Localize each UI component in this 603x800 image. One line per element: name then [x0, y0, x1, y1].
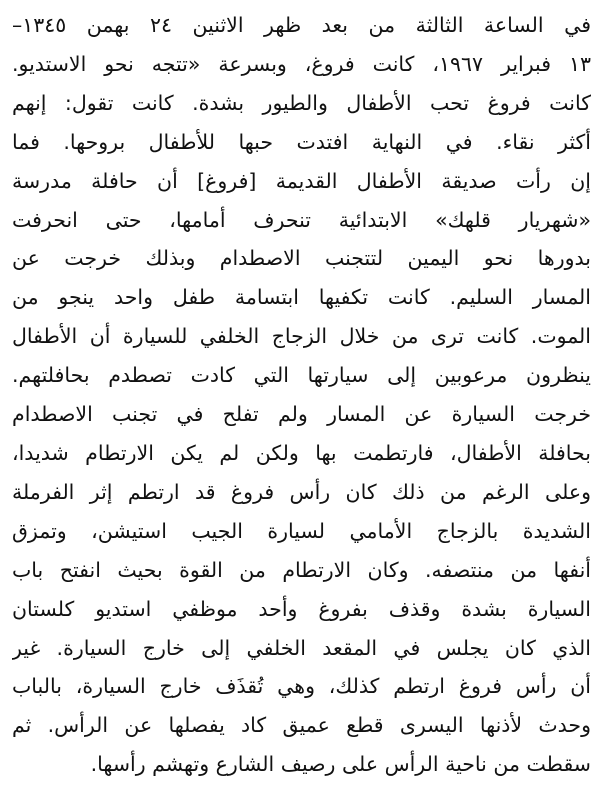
- text-line: في الساعة الثالثة من بعد ظهر الاثنين ٢٤ بهمن ١٣٤٥–: [12, 13, 591, 37]
- text-line: وحدث لأذنها اليسرى قطع عميق كاد يفصلها عن الرأس. ثم: [12, 713, 591, 738]
- text-line: بحافلة الأطفال، فارتطمت بها ولكن لم يكن الارتطام شديدا،: [12, 440, 591, 465]
- text-line: ينظرون مرعوبين إلى سيارتها التي كادت تصطدم بحافلتهم.: [12, 363, 591, 388]
- text-line: كانت فروغ تحب الأطفال والطيور بشدة. كانت تقول: إنهم: [12, 90, 591, 115]
- text-line: ١٣ فبراير ١٩٦٧، كانت فروغ، وبسرعة «تتجه نحو الاستديو.: [12, 51, 591, 76]
- text-line: بدورها نحو اليمين لتتجنب الاصطدام وبذلك خرجت عن: [12, 246, 591, 271]
- text-line: سقطت من ناحية الرأس على رصيف الشارع وتهشم رأسها.: [90, 752, 591, 777]
- text-line: السيارة بشدة وقذف بفروغ وأحد موظفي استديو كلستان: [12, 596, 591, 621]
- text-line: المسار السليم. كانت تكفيها ابتسامة طفل واحد ينجو من: [12, 285, 591, 310]
- text-line: الشديدة بالزجاج الأمامي لسيارة الجيب استيشن، وتمزق: [12, 518, 591, 543]
- text-line: «شهريار قلهك» الابتدائية تنحرف أمامها، حتى انحرفت: [12, 207, 591, 232]
- text-line: الموت. كانت ترى من خلال الزجاج الخلفي للسيارة أن الأطفال: [12, 324, 591, 349]
- text-line: أكثر نقاء. في النهاية افتدت حبها للأطفال بروحها. فما: [12, 129, 591, 154]
- text-line: وعلى الرغم من ذلك كان رأس فروغ قد ارتطم إثر الفرملة: [12, 479, 591, 504]
- text-line: الذي كان يجلس في المقعد الخلفي إلى خارج السيارة. غير: [12, 635, 591, 660]
- text-line: إن رأت صديقة الأطفال القديمة [فروغ] أن حافلة مدرسة: [12, 168, 591, 193]
- text-line: أن رأس فروغ ارتطم كذلك، وهي تُقذَف خارج السيارة، بالباب: [12, 674, 591, 699]
- body-paragraph: [12, 6, 591, 784]
- text-line: خرجت السيارة عن المسار ولم تفلح في تجنب الاصطدام: [12, 402, 591, 427]
- text-line: أنفها من منتصفه. وكان الارتطام من القوة بحيث انفتح باب: [12, 557, 591, 582]
